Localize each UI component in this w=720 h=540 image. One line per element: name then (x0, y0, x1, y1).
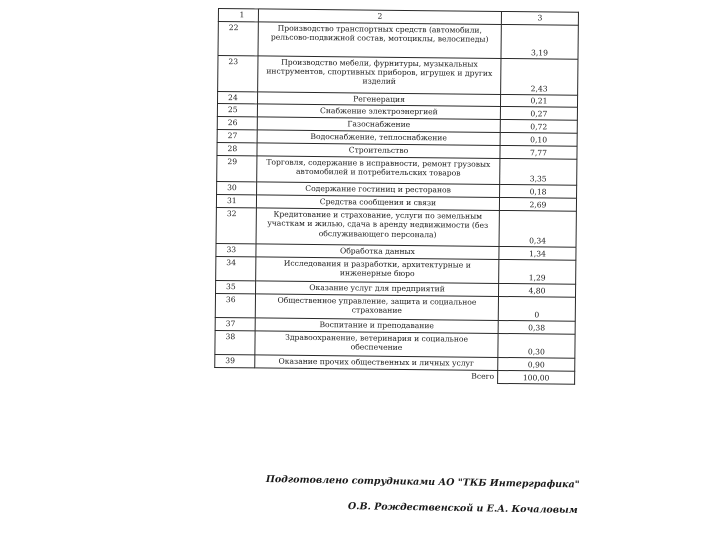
row-value: 7,77 (500, 146, 577, 160)
row-value: 1,34 (499, 247, 576, 261)
row-name: Обработка данных (256, 244, 499, 260)
row-value: 1,29 (499, 260, 576, 285)
row-name: Оказание услуг для предприятий (256, 281, 499, 297)
row-name: Общественное управление, защита и социальное страхование (255, 294, 498, 321)
row-name: Кредитование и страхование, услуги по земельным участкам и жилью, сдача в аренду недвижимости (без обслуживающего персонала) (256, 208, 499, 247)
row-number: 30 (217, 182, 257, 195)
row-number: 27 (217, 130, 257, 143)
industry-share-table (214, 8, 579, 385)
row-name: Водоснабжение, теплоснабжение (257, 130, 500, 146)
row-number: 32 (216, 208, 256, 244)
row-value: 0,90 (498, 358, 575, 372)
header-col-3: 3 (501, 11, 578, 25)
row-name: Торговля, содержание в исправности, ремонт грузовых автомобилей и потребительских товаров (257, 156, 500, 185)
row-value: 0 (498, 297, 575, 322)
row-value: 0,38 (498, 321, 575, 335)
row-value: 3,35 (500, 159, 577, 186)
row-number: 28 (217, 143, 257, 156)
row-name: Воспитание и преподавание (255, 318, 498, 334)
row-number: 39 (215, 355, 255, 368)
row-value: 4,80 (498, 284, 575, 298)
row-name: Производство мебели, фурнитуры, музыкальных инструментов, спортивных приборов, игрушек и других изделий (258, 56, 501, 95)
row-name: Здравоохранение, ветеринария и социальное обеспечение (255, 331, 498, 358)
row-value: 0,18 (500, 185, 577, 199)
footer-authors: О.В. Рождественской и Е.А. Кочаловым (347, 501, 578, 517)
row-name: Газоснабжение (257, 117, 500, 133)
row-value: 0,30 (498, 334, 575, 359)
row-number: 31 (216, 195, 256, 208)
row-number: 35 (216, 281, 256, 294)
row-number: 29 (217, 156, 257, 182)
row-name: Регенерация (257, 92, 500, 107)
row-number: 36 (215, 294, 255, 318)
row-value: 0,34 (499, 211, 576, 248)
row-number: 34 (216, 257, 256, 281)
row-value: 3,19 (501, 24, 578, 59)
row-value: 2,43 (501, 58, 578, 95)
document-page (213, 8, 578, 464)
row-name: Производство транспортных средств (автомобили, рельсово-подвижной состав, мотоциклы, велосипеды) (258, 22, 501, 59)
row-value: 0,27 (500, 107, 577, 121)
row-value: 2,69 (499, 198, 576, 212)
row-name: Строительство (257, 143, 500, 159)
header-col-2: 2 (258, 9, 501, 25)
footer-prepared-by: Подготовлено сотрудниками АО "ТКБ Интерграфика" (265, 474, 580, 491)
table-row (216, 208, 576, 248)
row-value: 0,72 (500, 120, 577, 134)
header-col-1: 1 (218, 9, 258, 22)
row-number: 22 (218, 22, 258, 56)
row-number: 38 (215, 331, 255, 355)
total-spacer (215, 368, 255, 381)
row-name: Снабжение электроэнергией (257, 104, 500, 120)
total-value: 100,00 (498, 371, 575, 385)
table-row (218, 56, 578, 96)
row-number: 33 (216, 244, 256, 257)
row-number: 24 (217, 92, 257, 105)
row-number: 25 (217, 104, 257, 117)
row-name: Средства сообщения и связи (256, 195, 499, 211)
row-name: Оказание прочих общественных и личных услуг (255, 355, 498, 371)
row-name: Содержание гостиниц и ресторанов (257, 182, 500, 198)
table-row (218, 22, 578, 60)
total-row (215, 368, 575, 385)
row-value: 0,10 (500, 133, 577, 147)
row-value: 0,21 (500, 94, 577, 107)
row-number: 26 (217, 117, 257, 130)
row-name: Исследования и разработки, архитектурные и инженерные бюро (256, 257, 499, 284)
total-label: Всего (255, 368, 498, 384)
row-number: 37 (215, 318, 255, 331)
table-row (217, 156, 577, 186)
row-number: 23 (218, 56, 258, 92)
